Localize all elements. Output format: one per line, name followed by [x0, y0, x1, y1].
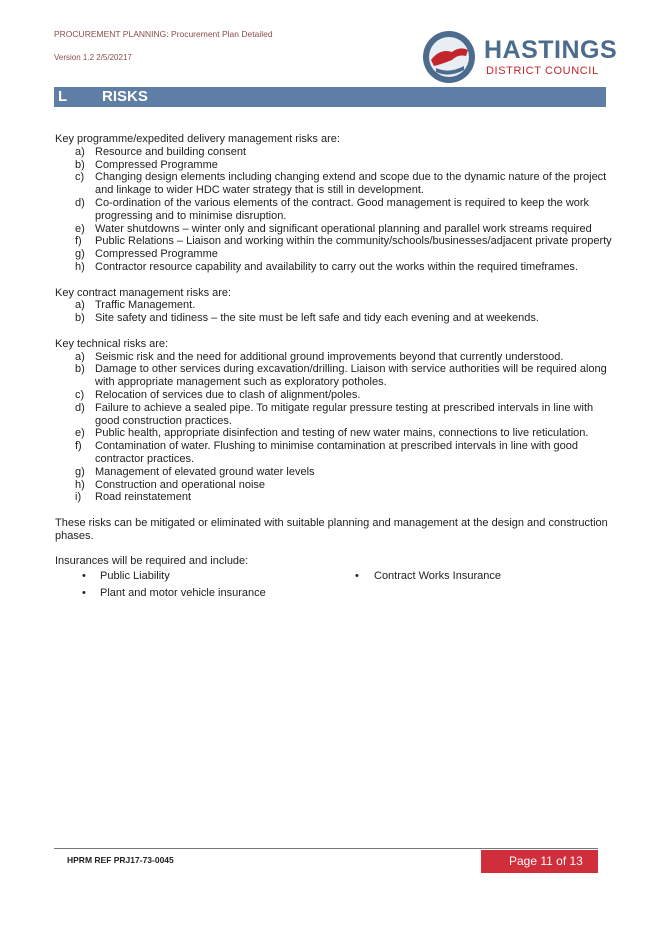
item-label: g) [75, 248, 85, 261]
item-text: Compressed Programme [95, 248, 218, 261]
programme-risks-list [55, 146, 615, 274]
contract-risks-list [55, 299, 615, 325]
item-label: b) [75, 312, 85, 325]
item-text: Contamination of water. Flushing to minimise contamination at prescribed intervals in line with good contractor practices. [95, 440, 579, 465]
item-text: Resource and building consent [95, 145, 247, 158]
item-label: h) [75, 478, 85, 491]
list-item [55, 146, 615, 159]
document-body [55, 133, 615, 604]
item-text: Compressed Programme [95, 158, 218, 171]
contract-risks-intro: Key contract management risks are: [55, 286, 232, 299]
list-item [55, 299, 615, 312]
page-number: Page 11 of 13 [509, 854, 583, 868]
list-item [55, 491, 615, 504]
item-label: a) [75, 145, 85, 158]
insurances-intro: Insurances will be required and include: [55, 555, 249, 568]
item-label: d) [75, 196, 85, 209]
list-item [55, 248, 615, 261]
item-text: Relocation of services due to clash of alignment/poles. [95, 388, 361, 401]
item-label: a) [75, 350, 85, 363]
page-number-box [481, 850, 598, 873]
list-item [55, 351, 615, 364]
list-item [55, 587, 355, 600]
list-item [55, 171, 615, 197]
item-label: e) [75, 427, 85, 440]
section-title: RISKS [102, 88, 148, 105]
section-heading-bar [54, 87, 606, 107]
item-text: Changing design elements including changing extend and scope due to the dynamic nature of the project and linkage to wider HDC water strategy that is still in development. [95, 171, 607, 197]
list-item [55, 402, 615, 428]
doc-version: Version 1.2 2/5/20217 [54, 53, 132, 62]
list-item [55, 570, 355, 583]
insurances-list [55, 570, 615, 604]
bullet-icon: • [82, 586, 86, 599]
item-text: Public Liability [100, 570, 170, 583]
list-item [55, 223, 615, 236]
list-item [55, 466, 615, 479]
technical-risks-list [55, 351, 615, 505]
item-text: Plant and motor vehicle insurance [100, 586, 266, 599]
item-label: i) [75, 491, 82, 504]
item-text: Road reinstatement [95, 491, 191, 504]
bullet-icon: • [82, 570, 86, 583]
item-label: f) [75, 235, 82, 248]
item-label: c) [75, 171, 85, 184]
list-item [55, 363, 615, 389]
insurances-column-1 [55, 570, 355, 604]
item-text: Contractor resource capability and availability to carry out the works within the required timeframes. [95, 260, 578, 273]
item-label: c) [75, 388, 85, 401]
bullet-icon: • [355, 570, 359, 583]
list-item [55, 197, 615, 223]
list-item [55, 427, 615, 440]
item-text: Site safety and tidiness – the site must be left safe and tidy each evening and at weekends. [95, 312, 539, 325]
list-item [55, 312, 615, 325]
item-text: Public health, appropriate disinfection and testing of new water mains, connections to live reticulation. [95, 427, 589, 440]
item-label: a) [75, 299, 85, 312]
item-label: b) [75, 363, 85, 376]
item-label: f) [75, 440, 82, 453]
item-label: g) [75, 465, 85, 478]
item-text: Seismic risk and the need for additional ground improvements beyond that currently understood. [95, 350, 564, 363]
technical-risks-intro: Key technical risks are: [55, 337, 169, 350]
list-item [55, 235, 615, 248]
logo-name: HASTINGS [484, 36, 618, 64]
item-text: Management of elevated ground water levels [95, 465, 315, 478]
item-text: Traffic Management. [95, 299, 196, 312]
section-letter: L [58, 88, 68, 105]
footer-reference: HPRM REF PRJ17-73-0045 [67, 855, 174, 865]
item-text: Co-ordination of the various elements of the contract. Good management is required to keep the work progressing and to minimise disruption. [95, 196, 590, 222]
item-label: d) [75, 401, 85, 414]
item-text: Damage to other services during excavation/drilling. Liaison with service authorities will be required along with appropriate management such as exploratory potholes. [95, 363, 607, 389]
programme-risks-intro: Key programme/expedited delivery management risks are: [55, 133, 340, 145]
logo-subtitle: DISTRICT COUNCIL [486, 65, 599, 77]
item-text: Construction and operational noise [95, 478, 266, 491]
item-text: Public Relations – Liaison and working within the community/schools/businesses/adjacent private property [95, 235, 612, 248]
list-item [55, 261, 615, 274]
item-text: Contract Works Insurance [374, 570, 501, 583]
footer-divider [54, 848, 598, 849]
council-logo [420, 28, 620, 88]
item-text: Water shutdowns – winter only and significant operational planning and parallel work streams required [95, 222, 592, 235]
item-label: b) [75, 158, 85, 171]
item-label: e) [75, 222, 85, 235]
doc-header-title: PROCUREMENT PLANNING: Procurement Plan Detailed [54, 29, 273, 39]
insurances-column-2 [355, 570, 501, 604]
item-label: h) [75, 260, 85, 273]
list-item [55, 159, 615, 172]
hastings-logo-icon [422, 30, 476, 84]
list-item [55, 440, 615, 466]
item-text: Failure to achieve a sealed pipe. To mitigate regular pressure testing at prescribed intervals in line with good construction practices. [95, 401, 594, 427]
list-item [55, 479, 615, 492]
list-item [355, 570, 501, 583]
list-item [55, 389, 615, 402]
mitigation-paragraph: These risks can be mitigated or eliminated with suitable planning and management at the design and construction phases. [55, 516, 608, 542]
